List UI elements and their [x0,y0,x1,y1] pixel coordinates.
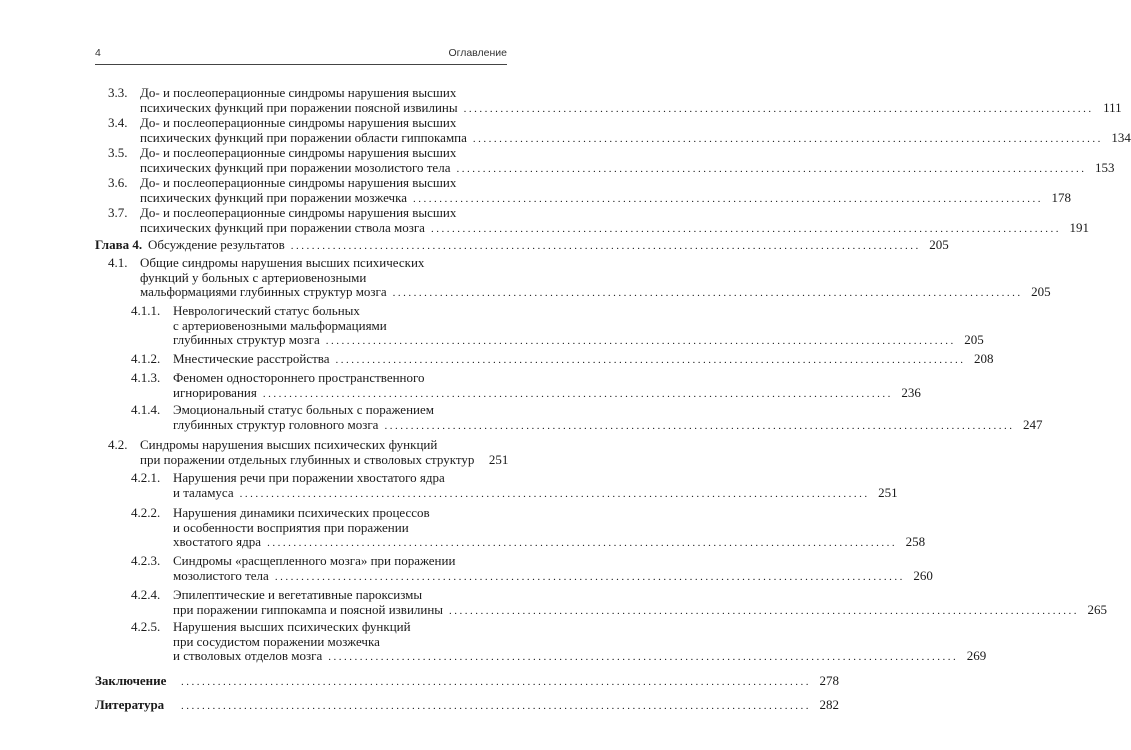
dot-leader: ........................................................................................................................ [239,487,870,500]
toc-entry-text-line: и стволовых отделов мозга [173,648,323,663]
toc-entry-text-line: при сосудистом поражении мозжечка [173,633,380,649]
toc-entry-text-line: Феномен одностороннего пространственного [173,370,425,385]
toc-page-number: 178 [1051,189,1071,205]
toc-page-number: 205 [964,332,984,347]
dot-leader: ........................................................................................................................ [274,570,905,583]
toc-page-number: 208 [974,351,994,366]
toc-entry-number: 4.2. [108,437,128,452]
toc-page-number: 265 [1087,601,1108,617]
toc-entry-number: 4.2.2. [131,505,161,520]
dot-leader: ........................................................................................................................ [449,604,1080,617]
toc-page-number: 258 [905,534,926,549]
dot-leader: ........................................................................................................................ [325,335,956,347]
toc-page-number: 205 [929,237,949,252]
dot-leader: ........................................................................................................................ [456,162,1087,175]
toc-page-number: 278 [819,673,839,688]
dot-leader: ........................................................................................................................ [328,651,959,663]
running-header [95,47,507,63]
toc-entry-text-line: Нарушения динамики психических процессов [173,505,430,520]
toc-entry-number: 3.4. [108,115,128,130]
toc-entry-number: 4.2.5. [131,619,161,634]
dot-leader: ........................................................................................................................ [262,387,893,400]
toc-entry-number: 4.2.3. [131,553,161,568]
toc-entry-text-line: психических функций при поражении ствола мозга [140,219,425,235]
dot-leader: ........................................................................................................................ [412,192,1043,205]
toc-entry-text-line: Эмоциональный статус больных с поражением [173,402,434,417]
toc-entry-number: 3.7. [108,205,128,220]
toc-entry-number: 4.2.4. [131,587,161,602]
toc-entry-text-line: Синдромы «расщепленного мозга» при поражении [173,553,456,568]
toc-entry-number: 4.2.1. [131,470,161,485]
toc-entry-text-line: и особенности восприятия при поражении [173,519,409,535]
toc-entry-number: 3.6. [108,175,128,190]
page-number: 4 [95,47,101,59]
toc-entry-number: 3.3. [108,85,128,100]
toc-page-number: 153 [1094,159,1115,175]
toc-page-number: 191 [1069,219,1089,235]
dot-leader: ........................................................................................................................ [472,132,1103,145]
toc-entry-text-line: психических функций при поражении области гиппокампа [140,129,467,145]
toc-entry-text-line: До- и послеоперационные синдромы нарушения высших [140,85,457,100]
toc-page-number: 247 [1022,416,1043,432]
toc-entry-text-line: при поражении гиппокампа и поясной извилины [173,601,444,617]
dot-leader: ........................................................................................................................ [181,676,811,688]
dot-leader: ........................................................................................................................ [267,537,898,549]
toc-entry-number: 4.1.1. [131,303,161,318]
toc-entry-number: 3.5. [108,145,128,160]
toc-entry-number: 4.1. [108,255,128,270]
toc-entry-text-line: До- и послеоперационные синдромы нарушения высших [140,175,457,190]
toc-entry [131,351,994,368]
toc-entry [108,115,1131,146]
header-title: Оглавление [448,47,507,59]
toc-entry [95,237,949,254]
dot-leader: ........................................................................................................................ [392,287,1023,299]
toc-entry-text-line: Нарушения высших психических функций [173,619,411,634]
dot-leader: ........................................................................................................................ [290,240,921,252]
toc-page-number: 236 [901,384,921,400]
toc-entry-text-line: До- и послеоперационные синдромы нарушения высших [140,115,457,130]
toc-entry-text-line: мальформациями глубинных структур мозга [140,284,387,299]
toc-entry-text-line: и таламуса [173,484,234,500]
toc-page-number: 205 [1031,284,1051,299]
toc-entry [131,402,1043,433]
toc-entry-text-line: До- и послеоперационные синдромы нарушения высших [140,145,457,160]
toc-entry [131,370,921,401]
toc-entry [131,303,984,349]
toc-entry-text-line: с артериовенозными мальформациями [173,317,387,333]
toc-entry [108,438,507,468]
dot-leader: ........................................................................................................................ [181,700,811,712]
toc-entry [108,85,1122,116]
toc-entry-text-line: психических функций при поражении мозолистого тела [140,159,451,175]
dot-leader: ........................................................................................................................ [335,354,966,366]
toc-entry [131,470,898,501]
header-rule [95,64,507,65]
toc-entry-text-line: глубинных структур головного мозга [173,416,379,432]
toc-entry [131,587,1108,618]
toc-entry-text-line: Синдромы нарушения высших психических функций [140,437,438,452]
dot-leader: ........................................................................................................................ [384,419,1015,432]
toc-entry-text-line: хвостатого ядра [173,534,262,549]
toc-entry-number: Глава 4. [95,237,143,252]
toc-entry-text-line: Эпилептические и вегетативные пароксизмы [173,587,423,602]
toc-page-number: 134 [1111,129,1131,145]
toc-page-number: 111 [1103,99,1122,115]
toc-entry-text-line: при поражении отдельных глубинных и стволовых структур [140,451,475,467]
toc-entry-text-line: психических функций при поражении мозжечка [140,189,407,205]
toc-entry-number: 4.1.3. [131,370,161,385]
toc-entry [108,255,1051,301]
toc-entry [95,697,839,714]
toc-entry [108,175,1071,206]
dot-leader: ........................................................................................................................ [463,102,1094,115]
toc-entry [108,205,1089,236]
toc-page-number: 269 [966,648,987,663]
toc-entry-number: 4.1.4. [131,402,161,417]
toc-page-number: 251 [488,451,509,467]
toc-entry-text-line: Мнестические расстройства [173,351,330,366]
toc-entry-text-line: игнорирования [173,384,257,400]
toc-page-number: 282 [819,697,839,712]
toc-entry-number: 4.1.2. [131,351,161,366]
toc-page-number: 251 [878,484,898,500]
toc-entry-text-line: До- и послеоперационные синдромы нарушения высших [140,205,457,220]
toc-entry-text-line: Неврологический статус больных [173,303,360,318]
toc-entry-text-line: функций у больных с артериовенозными [140,269,367,285]
toc-entry-number: Литература [95,697,165,712]
toc-entry [131,505,926,551]
toc-entry-text-line: Обсуждение результатов [148,237,285,252]
toc-entry-number: Заключение [95,673,167,688]
toc-entry [95,673,839,690]
toc-entry-text-line: психических функций при поражении поясной извилины [140,99,458,115]
toc-entry [131,619,987,665]
toc-entry-text-line: мозолистого тела [173,567,269,583]
toc-entry-text-line: Общие синдромы нарушения высших психических [140,255,425,270]
toc-page-number: 260 [913,567,933,583]
toc-entry [131,553,933,584]
dot-leader: ........................................................................................................................ [430,222,1061,235]
toc-entry-text-line: глубинных структур мозга [173,332,320,347]
toc-entry [108,145,1115,176]
toc-entry-text-line: Нарушения речи при поражении хвостатого ядра [173,470,445,485]
